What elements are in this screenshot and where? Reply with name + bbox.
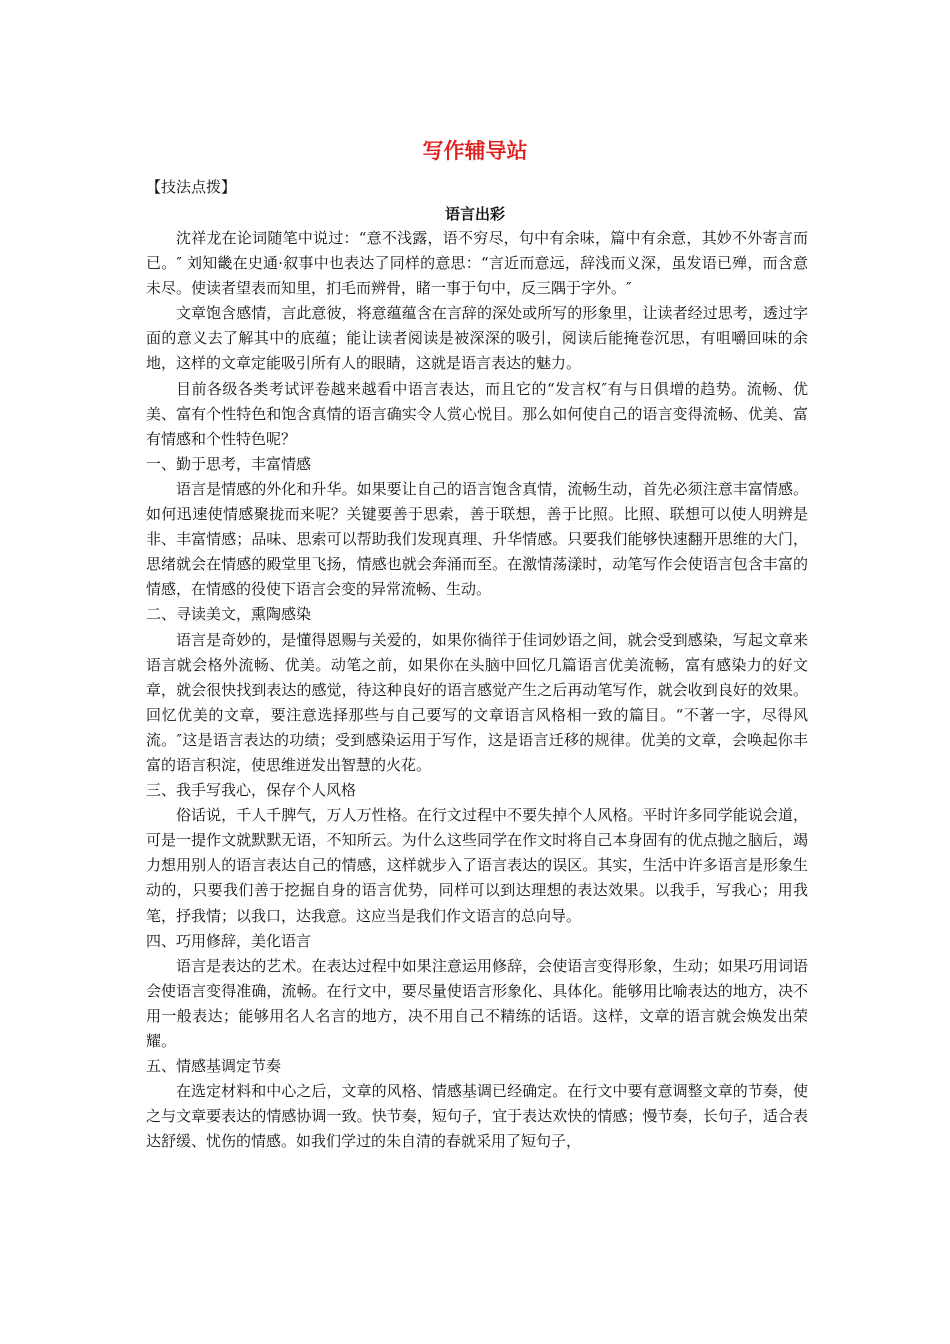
section-paragraph: 语言是情感的外化和升华。如果要让自己的语言饱含真情，流畅生动，首先必须注意丰富情感。如何迅速使情感聚拢而来呢？关键要善于思索，善于联想，善于比照。比照、联想可以使人明辨是非、丰富情感；品味、思索可以帮助我们发现真理、升华情感。只要我们能够快速翻开思维的大门，思绪就会在情感的殿堂里飞扬，情感也就会奔涌而至。在激情荡漾时，动笔写作会使语言包含丰富的情感，在情感的役使下语言会变的异常流畅、生动。 <box>146 479 808 599</box>
article-body <box>146 226 808 1154</box>
section-heading: 五、情感基调定节奏 <box>146 1057 282 1076</box>
section-paragraph: 语言是奇妙的，是懂得恩赐与关爱的，如果你徜徉于佳词妙语之间，就会受到感染，写起文章来语言就会格外流畅、优美。动笔之前，如果你在头脑中回忆几篇语言优美流畅，富有感染力的好文章，就会很快找到表达的感觉，待这种良好的语言感觉产生之后再动笔写作，就会收到良好的效果。回忆优美的文章，要注意选择那些与自己要写的文章语言风格相一致的篇目。“不著一字，尽得风流。″这是语言表达的功绩；受到感染运用于写作，这是语言迁移的规律。优美的文章，会唤起你丰富的语言积淀，使思维迸发出智慧的火花。 <box>146 630 808 774</box>
section-paragraph: 语言是表达的艺术。在表达过程中如果注意运用修辞，会使语言变得形象，生动；如果巧用词语会使语言变得准确，流畅。在行文中，要尽量使语言形象化、具体化。能够用比喻表达的地方，决不用一般表达；能够用名人名言的地方，决不用自己不精练的话语。这样，文章的语言就会焕发出荣耀。 <box>146 956 808 1050</box>
intro-paragraph: 目前各级各类考试评卷越来越看中语言表达，而且它的“发言权″有与日俱增的趋势。流畅、优美、富有个性特色和饱含真情的语言确实令人赏心悦目。那么如何使自己的语言变得流畅、优美、富有情感和个性特色呢？ <box>146 379 808 448</box>
section-tag: 【技法点拨】 <box>146 178 237 196</box>
page-title: 写作辅导站 <box>422 139 528 163</box>
article-subtitle: 语言出彩 <box>444 205 505 223</box>
section-heading: 三、我手写我心，保存个人风格 <box>146 781 357 800</box>
section-heading: 二、寻读美文，熏陶感染 <box>146 605 312 624</box>
section-paragraph: 在选定材料和中心之后，文章的风格、情感基调已经确定。在行文中要有意调整文章的节奏，使之与文章要表达的情感协调一致。快节奏，短句子，宜于表达欢快的情感；慢节奏，长句子，适合表达舒缓、忧伤的情感。如我们学过的朱自清的春就采用了短句子， <box>146 1082 808 1151</box>
section-paragraph: 俗话说，千人千脾气，万人万性格。在行文过程中不要失掉个人风格。平时许多同学能说会道，可是一提作文就默默无语，不知所云。为什么这些同学在作文时将自己本身固有的优点抛之脑后，竭力想用别人的语言表达自己的情感，这样就步入了语言表达的误区。其实，生活中许多语言是形象生动的，只要我们善于挖掘自身的语言优势，同样可以到达理想的表达效果。以我手，写我心；用我笔，抒我情；以我口，达我意。这应当是我们作文语言的总向导。 <box>146 806 808 925</box>
section-heading: 四、巧用修辞，美化语言 <box>146 931 312 950</box>
section-heading: 一、勤于思考，丰富情感 <box>146 454 312 473</box>
intro-paragraph: 文章饱含感情，言此意彼，将意蕴蕴含在言辞的深处或所写的形象里，让读者经过思考，透过字面的意义去了解其中的底蕴；能让读者阅读是被深深的吸引，阅读后能掩卷沉思，有咀嚼回味的余地，这样的文章定能吸引所有人的眼睛，这就是语言表达的魅力。 <box>146 304 808 373</box>
intro-paragraph: 沈祥龙在论词随笔中说过：“意不浅露，语不穷尽，句中有余味，篇中有余意，其妙不外寄言而已。″ 刘知畿在史通·叙事中也表达了同样的意思：“言近而意远，辞浅而义深，虽发语已殚，而含意未尽。使读者望表而知里，扪毛而辨骨，睹一事于句中，反三隅于字外。″ <box>146 229 808 298</box>
